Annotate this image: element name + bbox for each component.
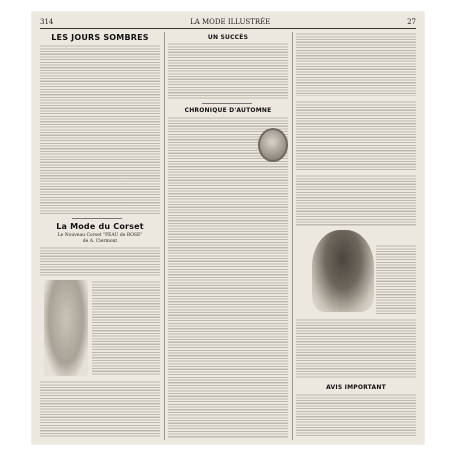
article-body-corset xyxy=(40,380,160,438)
article-byline-corset: de A. Clermont xyxy=(82,239,118,244)
article-body-corset-side xyxy=(92,280,160,376)
column-divider xyxy=(202,103,252,104)
column-rule xyxy=(292,32,293,440)
article-title-jours-sombres: LES JOURS SOMBRES xyxy=(51,33,149,42)
article-title-corset: La Mode du Corset xyxy=(56,222,144,231)
page-number: 314 xyxy=(40,18,54,26)
magazine-title: LA MODE ILLUSTRÉE xyxy=(190,18,271,26)
column-divider xyxy=(72,218,122,219)
column-rule xyxy=(164,32,165,440)
article-body-un-succes xyxy=(168,42,288,100)
article-subtitle-corset: Le Nouveau Corset "PEAU de ROSE" xyxy=(57,233,143,238)
article-body-jours-sombres xyxy=(40,44,160,214)
article-body-right-lower xyxy=(296,318,416,378)
article-body-right-mid xyxy=(296,174,416,226)
article-body-right xyxy=(296,100,416,170)
article-body-right-top xyxy=(296,32,416,96)
article-body-avis xyxy=(296,393,416,437)
newspaper-page xyxy=(32,12,424,444)
article-title-avis: AVIS IMPORTANT xyxy=(326,384,386,391)
article-body-right-side xyxy=(376,244,416,314)
article-title-chronique: CHRONIQUE D'AUTOMNE xyxy=(184,107,272,114)
article-title-un-succes: UN SUCCÈS xyxy=(207,34,249,41)
page-header xyxy=(40,16,416,29)
medal-illustration xyxy=(258,128,288,162)
article-body-chronique xyxy=(168,116,288,438)
portrait-illustration xyxy=(312,230,374,312)
issue-number: 27 xyxy=(407,18,416,26)
corset-illustration xyxy=(44,280,88,376)
article-body-corset-intro xyxy=(40,246,160,276)
